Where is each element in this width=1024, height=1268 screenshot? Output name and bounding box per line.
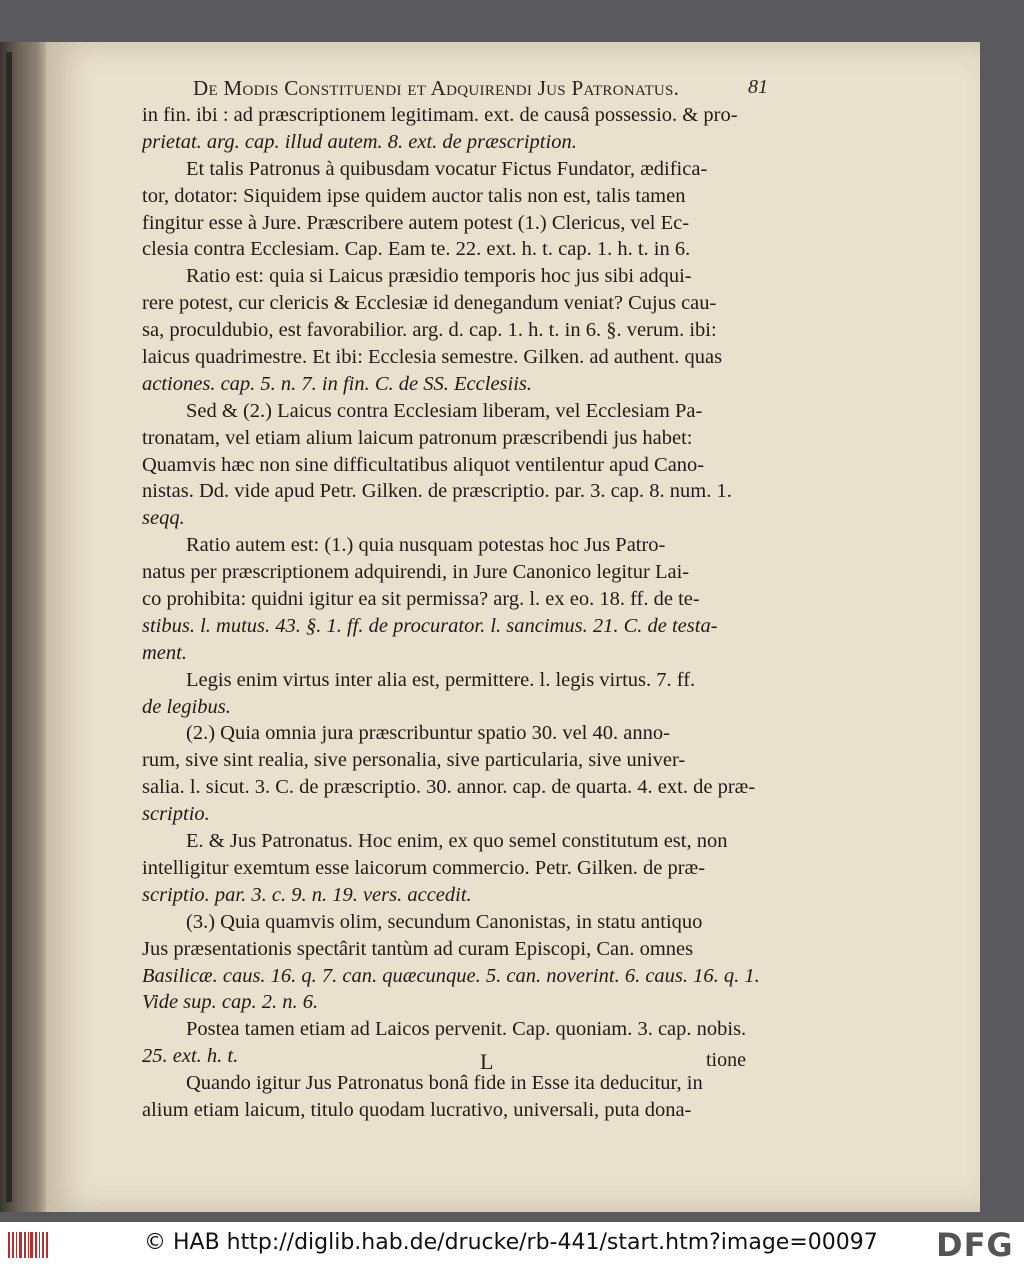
text-line: Ratio est: quia si Laicus præsidio temporis hoc jus sibi adqui- (186, 265, 692, 288)
text-line: laicus quadrimestre. Et ibi: Ecclesia semestre. Gilken. ad authent. quas (142, 346, 723, 369)
text-line: rere potest, cur clericis & Ecclesiæ id denegandum veniat? Cujus cau- (142, 292, 717, 315)
text-line: in fin. ibi : ad præscriptionem legitimam. ext. de causâ possessio. & pro- (142, 104, 738, 126)
text-line: 25. ext. h. t. (142, 1045, 239, 1068)
text-line: Vide sup. cap. 2. n. 6. (142, 991, 319, 1014)
text-line: Ratio autem est: (1.) quia nusquam potestas hoc Jus Patro- (186, 534, 666, 557)
text-line: Quamvis hæc non sine difficultatibus aliquot ventilentur apud Cano- (142, 453, 705, 476)
text-line: stibus. l. mutus. 43. §. 1. ff. de procurator. l. sancimus. 21. C. de testa- (142, 614, 718, 637)
text-line: fingitur esse à Jure. Præscribere autem potest (1.) Clericus, vel Ec- (142, 211, 690, 234)
text-line: scriptio. (142, 803, 210, 826)
text-line: natus per præscriptionem adquirendi, in Jure Canonico legitur Lai- (142, 561, 690, 584)
text-line: sa, proculdubio, est favorabilior. arg. d. cap. 1. h. t. in 6. §. verum. ibi: (142, 319, 717, 342)
text-line: nistas. Dd. vide apud Petr. Gilken. de præscriptio. par. 3. cap. 8. num. 1. (142, 480, 732, 503)
signature-mark: L (480, 1049, 494, 1074)
text-line: Et talis Patronus à quibusdam vocatur Fictus Fundator, ædifica- (186, 157, 708, 180)
text-line: ment. (142, 641, 187, 664)
text-line: Jus præsentationis spectârit tantùm ad curam Episcopi, Can. omnes (142, 937, 694, 960)
library-barcode-icon (8, 1232, 48, 1258)
text-line: Sed & (2.) Laicus contra Ecclesiam liberam, vel Ecclesiam Pa- (186, 399, 703, 422)
text-line: Postea tamen etiam ad Laicos pervenit. Cap. quoniam. 3. cap. nobis. (186, 1018, 747, 1041)
dfg-logo: DFG (936, 1226, 1014, 1264)
copyright-link[interactable]: © HAB http://diglib.hab.de/drucke/rb-441/start.htm?image=00097 (144, 1230, 878, 1255)
book-spine-edge (0, 42, 46, 1212)
text-line: E. & Jus Patronatus. Hoc enim, ex quo semel constitutum est, non (186, 830, 728, 853)
text-line: co prohibita: quidni igitur ea sit permissa? arg. l. ex eo. 18. ff. de te- (142, 588, 700, 611)
text-line: tor, dotator: Siquidem ipse quidem auctor talis non est, talis tamen (142, 184, 686, 207)
catchword: tione (706, 1049, 746, 1071)
text-line: Basilicæ. caus. 16. q. 7. can. quæcunque. 5. can. noverint. 6. caus. 16. q. 1. (142, 964, 760, 987)
text-line: salia. l. sicut. 3. C. de præscriptio. 30. annor. cap. de quarta. 4. ext. de præ- (142, 776, 756, 799)
body-text (142, 102, 768, 1124)
page-number: 81 (748, 76, 768, 98)
text-line: (2.) Quia omnia jura præscribuntur spatio 30. vel 40. anno- (186, 722, 670, 745)
text-line: Legis enim virtus inter alia est, permittere. l. legis virtus. 7. ff. (186, 668, 696, 691)
text-line: seqq. (142, 507, 185, 530)
text-line: prietat. arg. cap. illud autem. 8. ext. de præscription. (142, 130, 577, 153)
text-line: Quando igitur Jus Patronatus bonâ fide in Esse ita deducitur, in (186, 1072, 703, 1095)
text-line: tronatam, vel etiam alium laicum patronum præscribendi jus habet: (142, 426, 693, 449)
footer-bar (0, 1222, 1024, 1268)
text-line: clesia contra Ecclesiam. Cap. Eam te. 22. ext. h. t. cap. 1. h. t. in 6. (142, 238, 691, 261)
text-line: scriptio. par. 3. c. 9. n. 19. vers. accedit. (142, 883, 472, 906)
text-line: rum, sive sint realia, sive personalia, sive particularia, sive univer- (142, 749, 686, 772)
running-head: De Modis Constituendi et Adquirendi Jus Patronatus. (193, 76, 680, 100)
text-line: intelligitur exemtum esse laicorum commercio. Petr. Gilken. de præ- (142, 856, 706, 879)
spine-strip (6, 52, 12, 1202)
text-line: alium etiam laicum, titulo quodam lucrativo, universali, puta dona- (142, 1098, 692, 1121)
text-line: de legibus. (142, 695, 231, 718)
text-line: (3.) Quia quamvis olim, secundum Canonistas, in statu antiquo (186, 910, 703, 933)
text-line: actiones. cap. 5. n. 7. in fin. C. de SS. Ecclesiis. (142, 372, 533, 395)
